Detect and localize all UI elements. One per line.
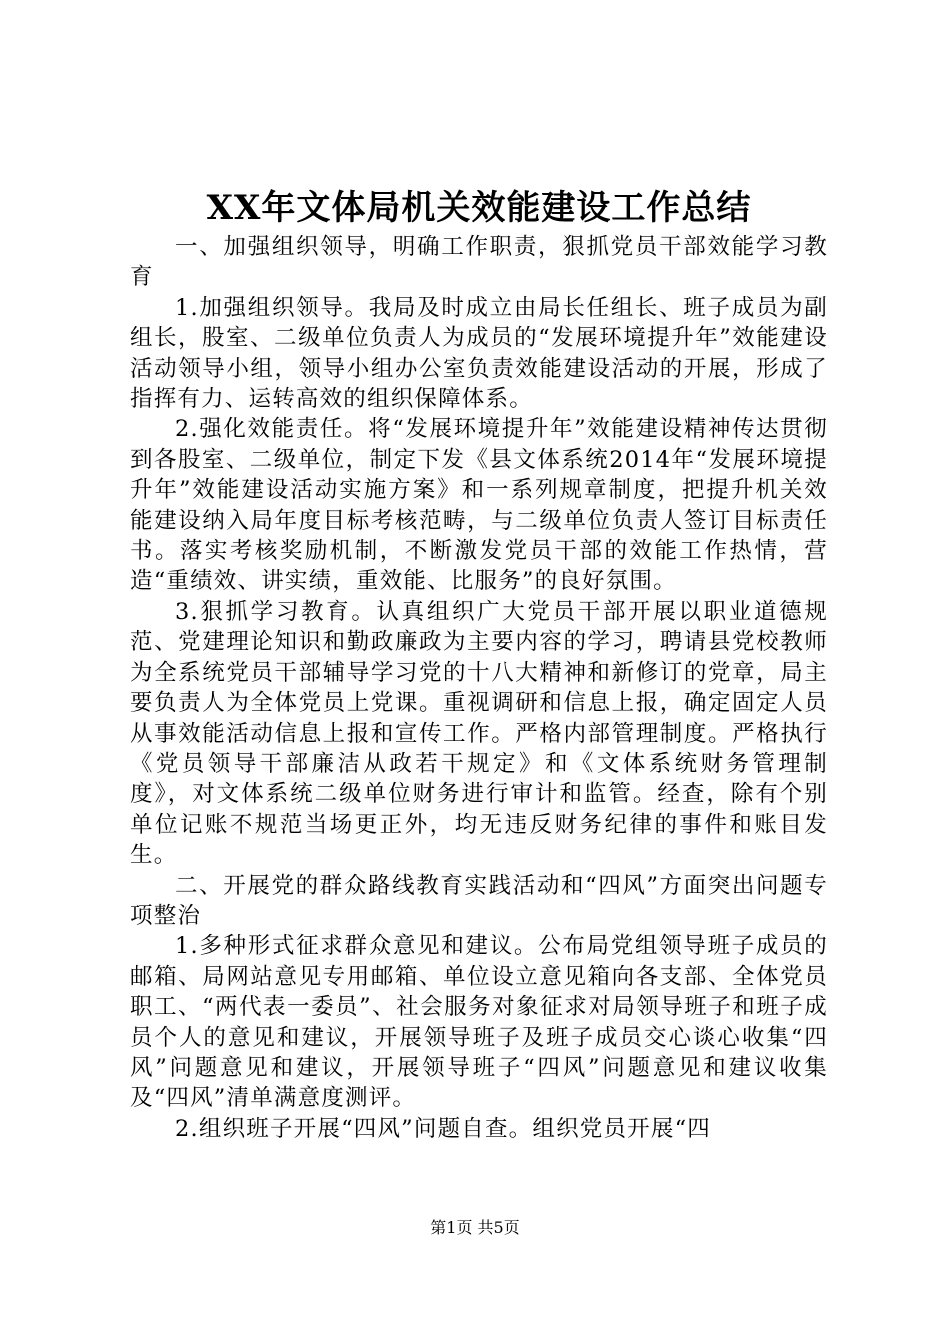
- paragraph-2-2: 2.组织班子开展“四风”问题自查。组织党员开展“四: [175, 1115, 711, 1142]
- paragraph-section-1-heading: 一、加强组织领导，明确工作职责，狠抓党员干部效能学习教育: [130, 234, 828, 291]
- paragraph-1-3: 3.狠抓学习教育。认真组织广大党员干部开展以职业道德规范、党建理论知识和勤政廉政为主要内容的学习，聘请县党校教师为全系统党员干部辅导学习党的十八大精神和新修订的党章，局主要负责人为全体党员上党课。重视调研和信息上报，确定固定人员从事效能活动信息上报和宣传工作。严格内部管理制度。严格执行《党员领导干部廉洁从政若干规定》和《文体系统财务管理制度》，对文体系统二级单位财务进行审计和监管。经查，除有个别单位记账不规范当场更正外，均无违反财务纪律的事件和账目发生。: [130, 598, 828, 869]
- paragraph-1-1: 1.加强组织领导。我局及时成立由局长任组长、班子成员为副组长，股室、二级单位负责人为成员的“发展环境提升年”效能建设活动领导小组，领导小组办公室负责效能建设活动的开展，形成了指挥有力、运转高效的组织保障体系。: [130, 294, 828, 413]
- paragraph-2-1: 1.多种形式征求群众意见和建议。公布局党组领导班子成员的邮箱、局网站意见专用邮箱、单位设立意见箱向各支部、全体党员职工、“两代表一委员”、社会服务对象征求对局领导班子和班子成员个人的意见和建议，开展领导班子及班子成员交心谈心收集“四风”问题意见和建议，开展领导班子“四风”问题意见和建议收集及“四风”清单满意度测评。: [130, 933, 828, 1112]
- page-footer: 第1页 共5页: [430, 1218, 520, 1237]
- paragraph-section-2-heading: 二、开展党的群众路线教育实践活动和“四风”方面突出问题专项整治: [130, 872, 828, 929]
- document-title: XX年文体局机关效能建设工作总结: [206, 188, 752, 228]
- paragraph-1-2: 2.强化效能责任。将“发展环境提升年”效能建设精神传达贯彻到各股室、二级单位，制定下发《县文体系统2014年“发展环境提升年”效能建设活动实施方案》和一系列规章制度，把提升机关效能建设纳入局年度目标考核范畴，与二级单位负责人签订目标责任书。落实考核奖励机制，不断激发党员干部的效能工作热情，营造“重绩效、讲实绩，重效能、比服务”的良好氛围。: [130, 416, 828, 595]
- document-page: [130, 186, 828, 1144]
